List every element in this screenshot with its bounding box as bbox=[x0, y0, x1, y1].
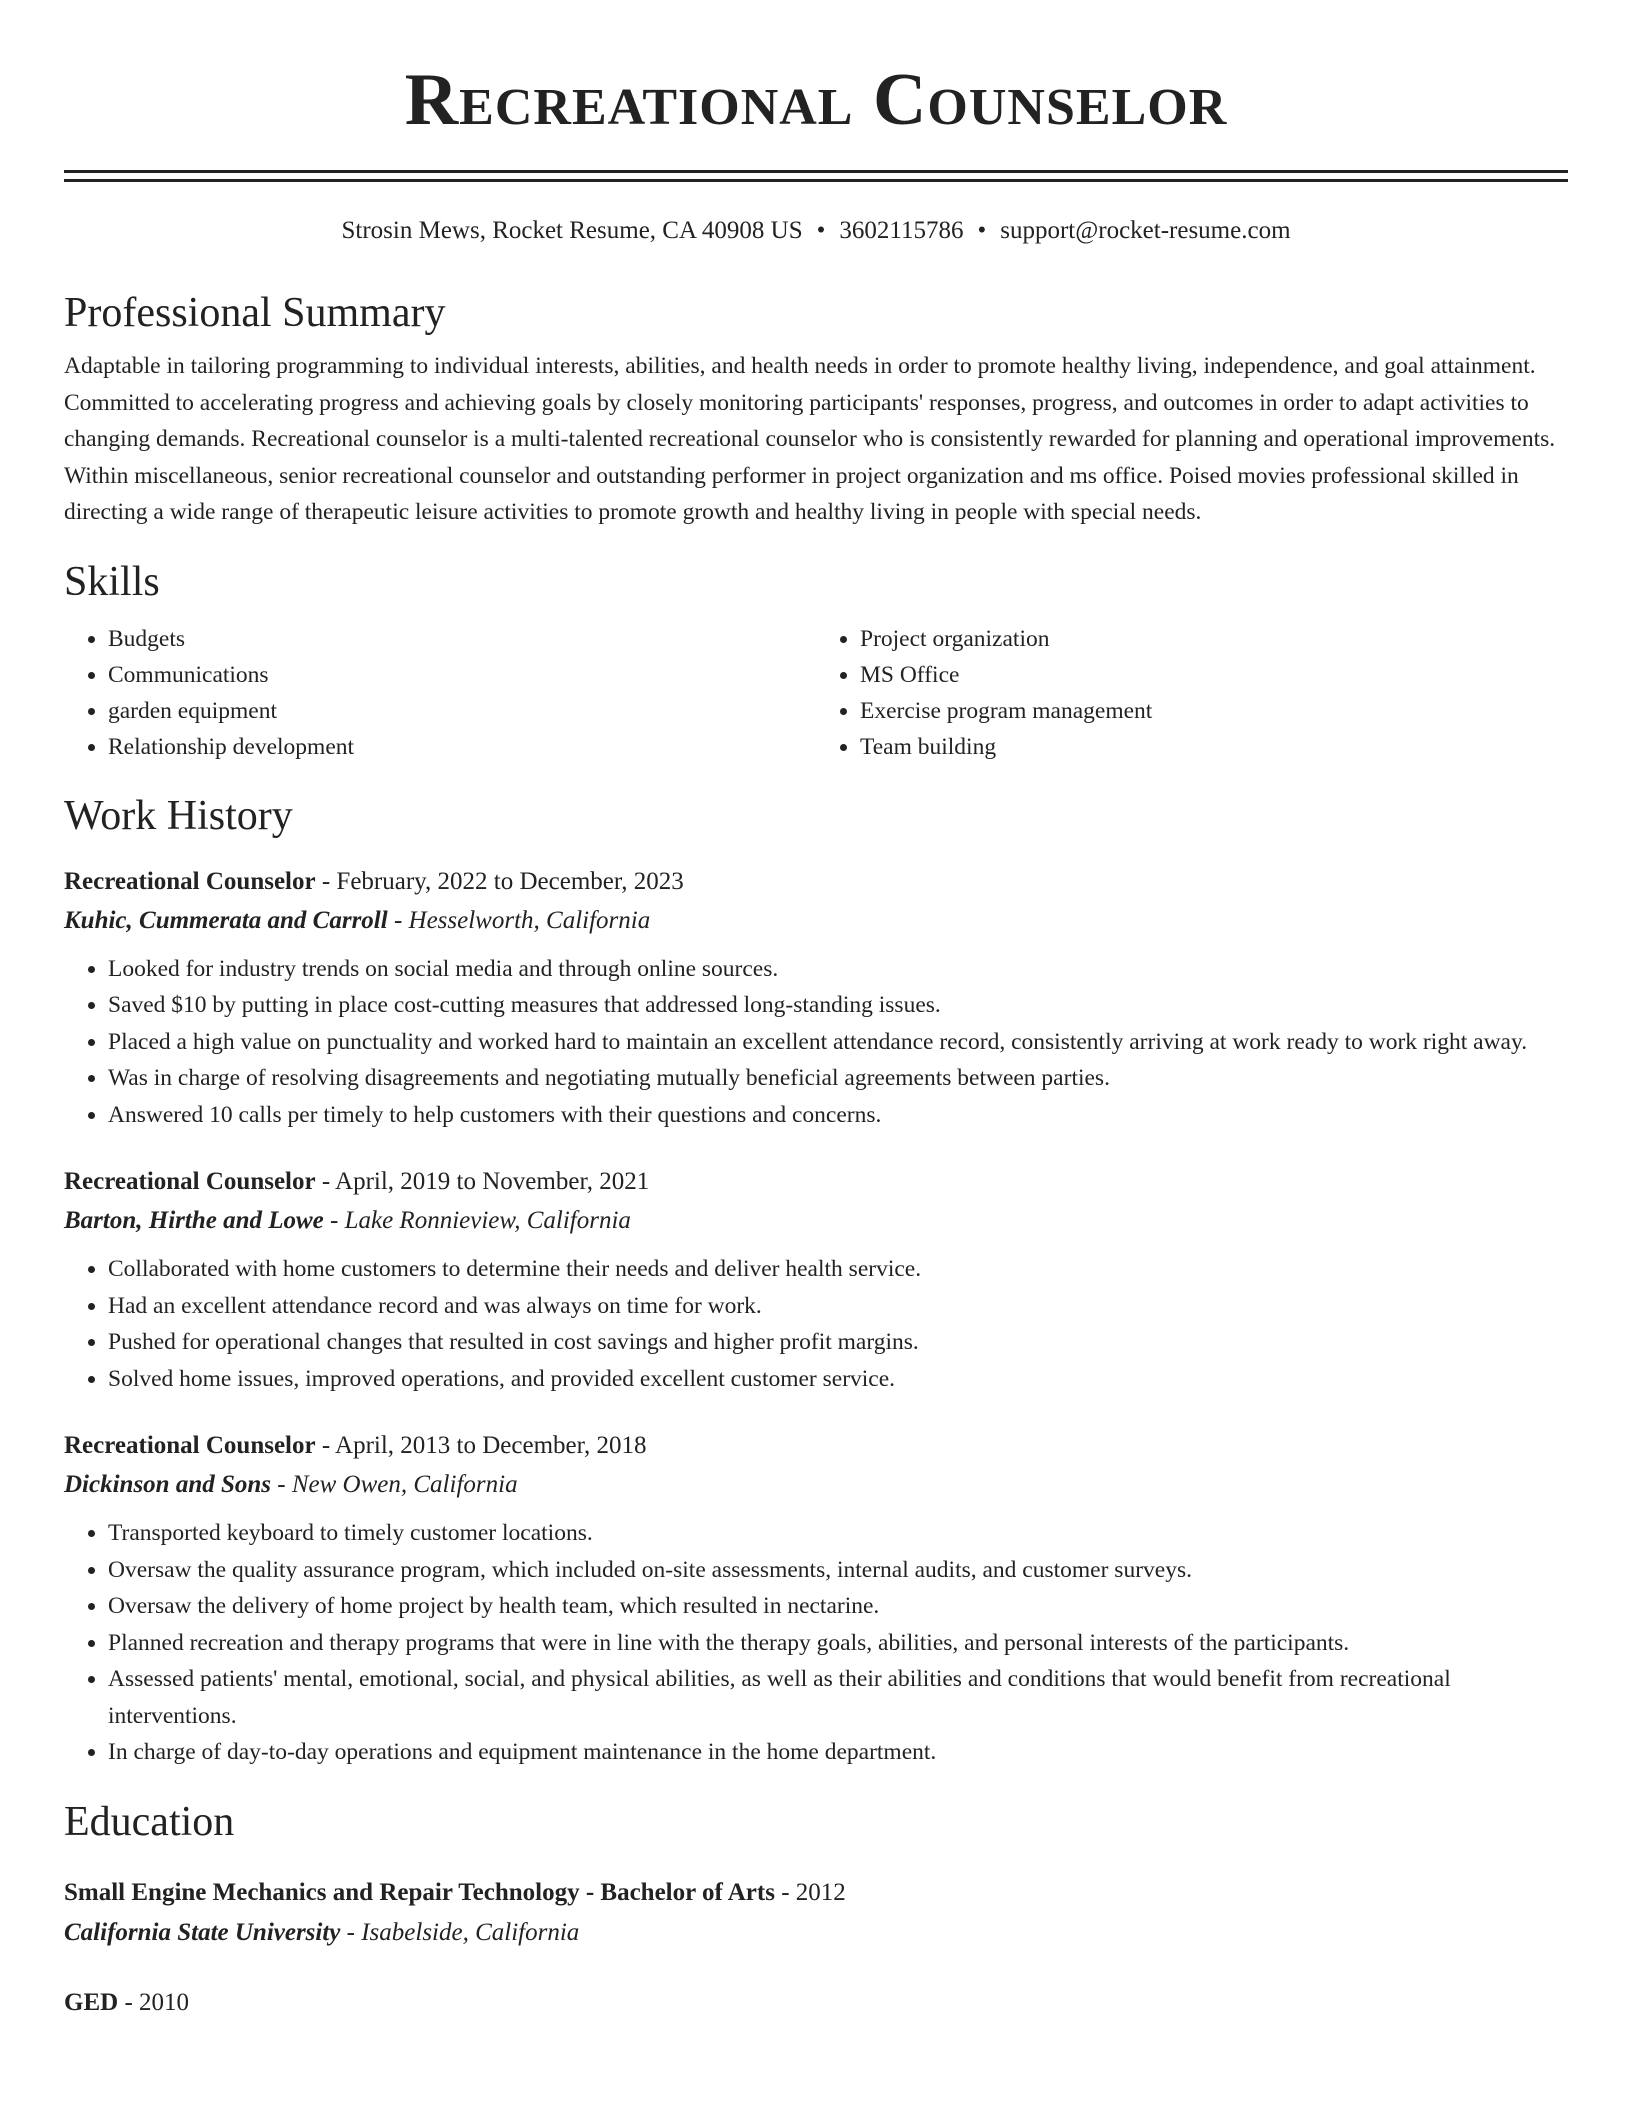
job-dates: - April, 2013 to December, 2018 bbox=[315, 1432, 647, 1459]
job-dates: - April, 2019 to November, 2021 bbox=[315, 1168, 650, 1195]
company-line bbox=[64, 1201, 1568, 1241]
skill-item: • Relationship development bbox=[108, 729, 816, 765]
job-bullet: • Saved $10 by putting in place cost-cutting measures that addressed long-standing issues. bbox=[108, 987, 1568, 1024]
contact-line bbox=[64, 216, 1568, 246]
summary-text: Adaptable in tailoring programming to individual interests, abilities, and health needs in order to promote healthy living, independence, and goal attainment. Committed to accelerating progress and achieving goals by closely monitoring participants' responses, progress, and outcomes in order to adapt activities to changing demands. Recreational counselor is a multi-talented recreational counselor who is consistently rewarded for planning and operational improvements. Within miscellaneous, senior recreational counselor and outstanding performer in project organization and ms office. Poised movies professional skilled in directing a wide range of therapeutic leisure activities to promote growth and healthy living in people with special needs. bbox=[64, 353, 1556, 525]
job-title: Recreational Counselor bbox=[64, 1432, 316, 1459]
job-entry bbox=[64, 1427, 1568, 1771]
company-location: - Lake Ronnieview, California bbox=[323, 1207, 631, 1234]
job-title-line bbox=[64, 1427, 1568, 1465]
header-divider-top bbox=[64, 170, 1568, 173]
skill-item: • Project organization bbox=[860, 621, 1568, 657]
contact-address: Strosin Mews, Rocket Resume, CA 40908 US bbox=[341, 217, 803, 244]
education-entry bbox=[64, 1873, 1568, 1953]
contact-separator: • bbox=[977, 217, 987, 244]
skill-item: • Budgets bbox=[108, 621, 816, 657]
job-entry bbox=[64, 1163, 1568, 1397]
job-bullets bbox=[64, 951, 1568, 1134]
job-entry bbox=[64, 863, 1568, 1134]
job-title: Recreational Counselor bbox=[64, 1168, 316, 1195]
skill-item: • Exercise program management bbox=[860, 693, 1568, 729]
job-bullets bbox=[64, 1251, 1568, 1397]
school-name: California State University bbox=[64, 1918, 341, 1946]
job-bullet: • Collaborated with home customers to determine their needs and deliver health service. bbox=[108, 1251, 1568, 1288]
education-heading: Education bbox=[64, 1798, 235, 1845]
job-bullet: • Assessed patients' mental, emotional, social, and physical abilities, as well as their abilities and conditions that would benefit from recreational interventions. bbox=[108, 1661, 1568, 1734]
degree-line bbox=[64, 1983, 1568, 2023]
job-title-line bbox=[64, 863, 1568, 901]
header-divider-bottom bbox=[64, 179, 1568, 182]
job-bullet: • Transported keyboard to timely customer locations. bbox=[108, 1515, 1568, 1552]
job-bullet: • Pushed for operational changes that resulted in cost savings and higher profit margins. bbox=[108, 1324, 1568, 1361]
candidate-name: Recreational Counselor bbox=[404, 59, 1228, 141]
job-bullet: • Placed a high value on punctuality and worked hard to maintain an excellent attendance record, consistently arriving at work ready to work right away. bbox=[108, 1024, 1568, 1061]
education-entry bbox=[64, 1983, 1568, 2023]
job-bullet: • Was in charge of resolving disagreements and negotiating mutually beneficial agreements between parties. bbox=[108, 1060, 1568, 1097]
skills-list bbox=[64, 621, 1568, 765]
contact-separator: • bbox=[816, 217, 826, 244]
job-bullets bbox=[64, 1515, 1568, 1771]
skill-item: • Communications bbox=[108, 657, 816, 693]
school-location: - Isabelside, California bbox=[340, 1918, 580, 1946]
job-bullet: • Oversaw the delivery of home project by health team, which resulted in nectarine. bbox=[108, 1588, 1568, 1625]
company-name: Barton, Hirthe and Lowe bbox=[64, 1207, 324, 1234]
skill-item: • MS Office bbox=[860, 657, 1568, 693]
degree-line bbox=[64, 1873, 1568, 1913]
skills-column-right bbox=[816, 621, 1568, 765]
work-history-heading: Work History bbox=[64, 792, 293, 839]
skills-column-left bbox=[64, 621, 816, 765]
school-line bbox=[64, 1913, 1568, 1953]
company-name: Dickinson and Sons bbox=[64, 1471, 272, 1498]
skill-item: • Team building bbox=[860, 729, 1568, 765]
job-bullet: • In charge of day-to-day operations and equipment maintenance in the home department. bbox=[108, 1734, 1568, 1771]
summary-heading: Professional Summary bbox=[64, 290, 446, 336]
degree-name: GED bbox=[64, 1988, 119, 2016]
job-bullet: • Planned recreation and therapy programs that were in line with the therapy goals, abilities, and personal interests of the participants. bbox=[108, 1625, 1568, 1662]
job-title: Recreational Counselor bbox=[64, 867, 316, 895]
job-title-line bbox=[64, 1163, 1568, 1201]
skill-item: • garden equipment bbox=[108, 693, 816, 729]
company-line bbox=[64, 1465, 1568, 1505]
company-location: - Hesselworth, California bbox=[387, 906, 651, 934]
job-bullet: • Solved home issues, improved operations, and provided excellent customer service. bbox=[108, 1361, 1568, 1398]
company-name: Kuhic, Cummerata and Carroll bbox=[64, 906, 388, 934]
job-dates: - February, 2022 to December, 2023 bbox=[315, 867, 684, 895]
contact-phone: 3602115786 bbox=[839, 217, 964, 244]
degree-name: Small Engine Mechanics and Repair Technology - Bachelor of Arts bbox=[64, 1878, 775, 1906]
job-bullet: • Answered 10 calls per timely to help customers with their questions and concerns. bbox=[108, 1097, 1568, 1134]
company-location: - New Owen, California bbox=[271, 1471, 518, 1498]
degree-year: - 2010 bbox=[118, 1988, 190, 2016]
job-bullet: • Oversaw the quality assurance program, which included on-site assessments, internal audits, and customer surveys. bbox=[108, 1552, 1568, 1589]
degree-year: - 2012 bbox=[774, 1878, 846, 1906]
skills-heading: Skills bbox=[64, 558, 160, 605]
company-line bbox=[64, 901, 1568, 941]
job-bullet: • Had an excellent attendance record and was always on time for work. bbox=[108, 1288, 1568, 1325]
job-bullet: • Looked for industry trends on social media and through online sources. bbox=[108, 951, 1568, 988]
contact-email: support@rocket-resume.com bbox=[1000, 217, 1291, 244]
